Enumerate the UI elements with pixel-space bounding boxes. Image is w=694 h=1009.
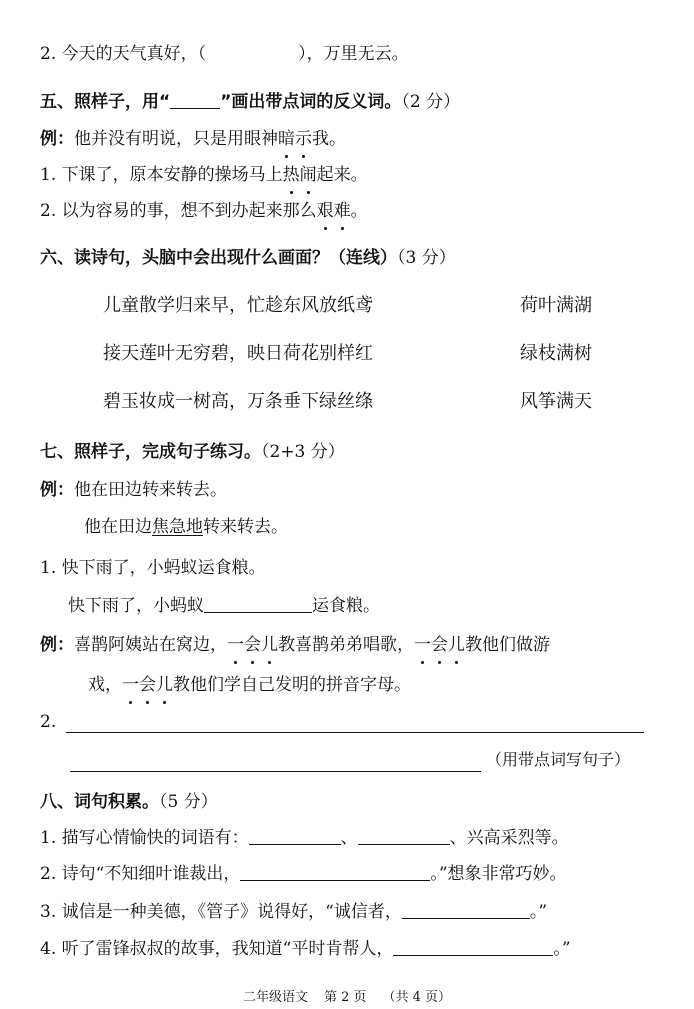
page-footer [0,986,694,1005]
section8-item4: 4. 听了雷锋叔叔的故事，我知道“平时肯帮人， 。” [40,939,571,959]
dotted-char: 热 [282,165,300,185]
q4-item2-text: 2. 今天的天气真好，（ [40,44,207,64]
answer-blank[interactable] [249,826,341,845]
section5-item2: 2. 以为容易的事，想不到办起来那么艰难。 [40,201,368,221]
footer-total: （共 4 页） [382,990,452,1005]
scene-3: 风筝满天 [520,391,592,412]
section5-points: （2 分） [401,92,461,112]
footer-subject: 二年级语文 [242,990,308,1005]
section8-item1: 1. 描写心情愉快的词语有： 、 、兴高采烈等。 [40,828,569,848]
dotted-char: 一 [414,635,431,655]
answer-blank[interactable] [204,594,312,613]
dotted-char: 儿 [448,635,465,655]
section5-title: 五、照样子，用“ ”画出带点词的反义词。（2 分） [40,92,461,112]
answer-line[interactable] [70,770,481,772]
dotted-char: 难 [333,201,351,221]
section7-example2: 例：喜鹊阿姨站在窝边，一会儿教喜鹊弟弟唱歌，一会儿教他们做游 [40,635,550,655]
section8-item2: 2. 诗句“不知细叶谁裁出， 。”想象非常巧妙。 [40,864,567,884]
dotted-char: 会 [139,675,156,695]
dotted-char: 儿 [261,635,278,655]
dotted-char: 儿 [156,675,173,695]
underlined-word: 焦急地 [152,517,203,537]
dotted-char: 示 [295,129,312,149]
section6-title: 六、读诗句，头脑中会出现什么画面？（连线）（3 分） [40,248,456,268]
scene-1: 荷叶满湖 [520,295,592,316]
scene-2: 绿枝满树 [520,343,592,364]
section7-points: （2+3 分） [261,442,345,462]
dotted-char: 会 [244,635,261,655]
dotted-char: 艰 [316,201,334,221]
dotted-char: 一 [227,635,244,655]
dotted-char: 会 [431,635,448,655]
section8-title: 八、词句积累。（5 分） [40,792,218,812]
section7-item2-num: 2. [40,712,57,732]
poem-line-3: 碧玉妆成一树高，万条垂下绿丝绦 [103,391,373,412]
dotted-char: 暗 [278,129,295,149]
q4-item2 [40,42,409,66]
answer-blank[interactable] [402,900,530,919]
answer-blank[interactable] [358,826,450,845]
section7-item1: 1. 快下雨了，小蚂蚁运食粮。 [40,558,266,578]
poem-line-2: 接天莲叶无穷碧，映日荷花别样红 [103,343,373,364]
answer-blank[interactable] [240,862,430,881]
section7-item1-answer: 快下雨了，小蚂蚁 运食粮。 [68,596,380,616]
section7-item2-hint: （用带点词写句子） [486,750,631,769]
answer-blank[interactable] [393,937,553,956]
section8-points: （5 分） [159,792,218,812]
section6-points: （3 分） [397,248,456,268]
section7-example1: 例：他在田边转来转去。 [40,480,227,500]
dotted-char: 闹 [299,165,317,185]
section5-item1: 1. 下课了，原本安静的操场马上热闹起来。 [40,165,368,185]
section7-example1-b: 他在田边焦急地转来转去。 [84,517,288,537]
answer-line[interactable] [66,731,644,733]
section7-example2-cont: 戏，一会儿教他们学自己发明的拼音字母。 [88,675,411,695]
poem-line-1: 儿童散学归来早，忙趁东风放纸鸢 [103,295,373,316]
dotted-char: 一 [122,675,139,695]
section5-example: 例：他并没有明说，只是用眼神暗示我。 [40,129,346,149]
underline-sample [170,90,220,109]
footer-page: 第 2 页 [323,990,367,1005]
section7-title: 七、照样子，完成句子练习。（2+3 分） [40,442,345,462]
q4-item2-text-end: ），万里无云。 [298,44,409,64]
section8-item3: 3. 诚信是一种美德，《管子》说得好，“诚信者， 。” [40,902,548,922]
